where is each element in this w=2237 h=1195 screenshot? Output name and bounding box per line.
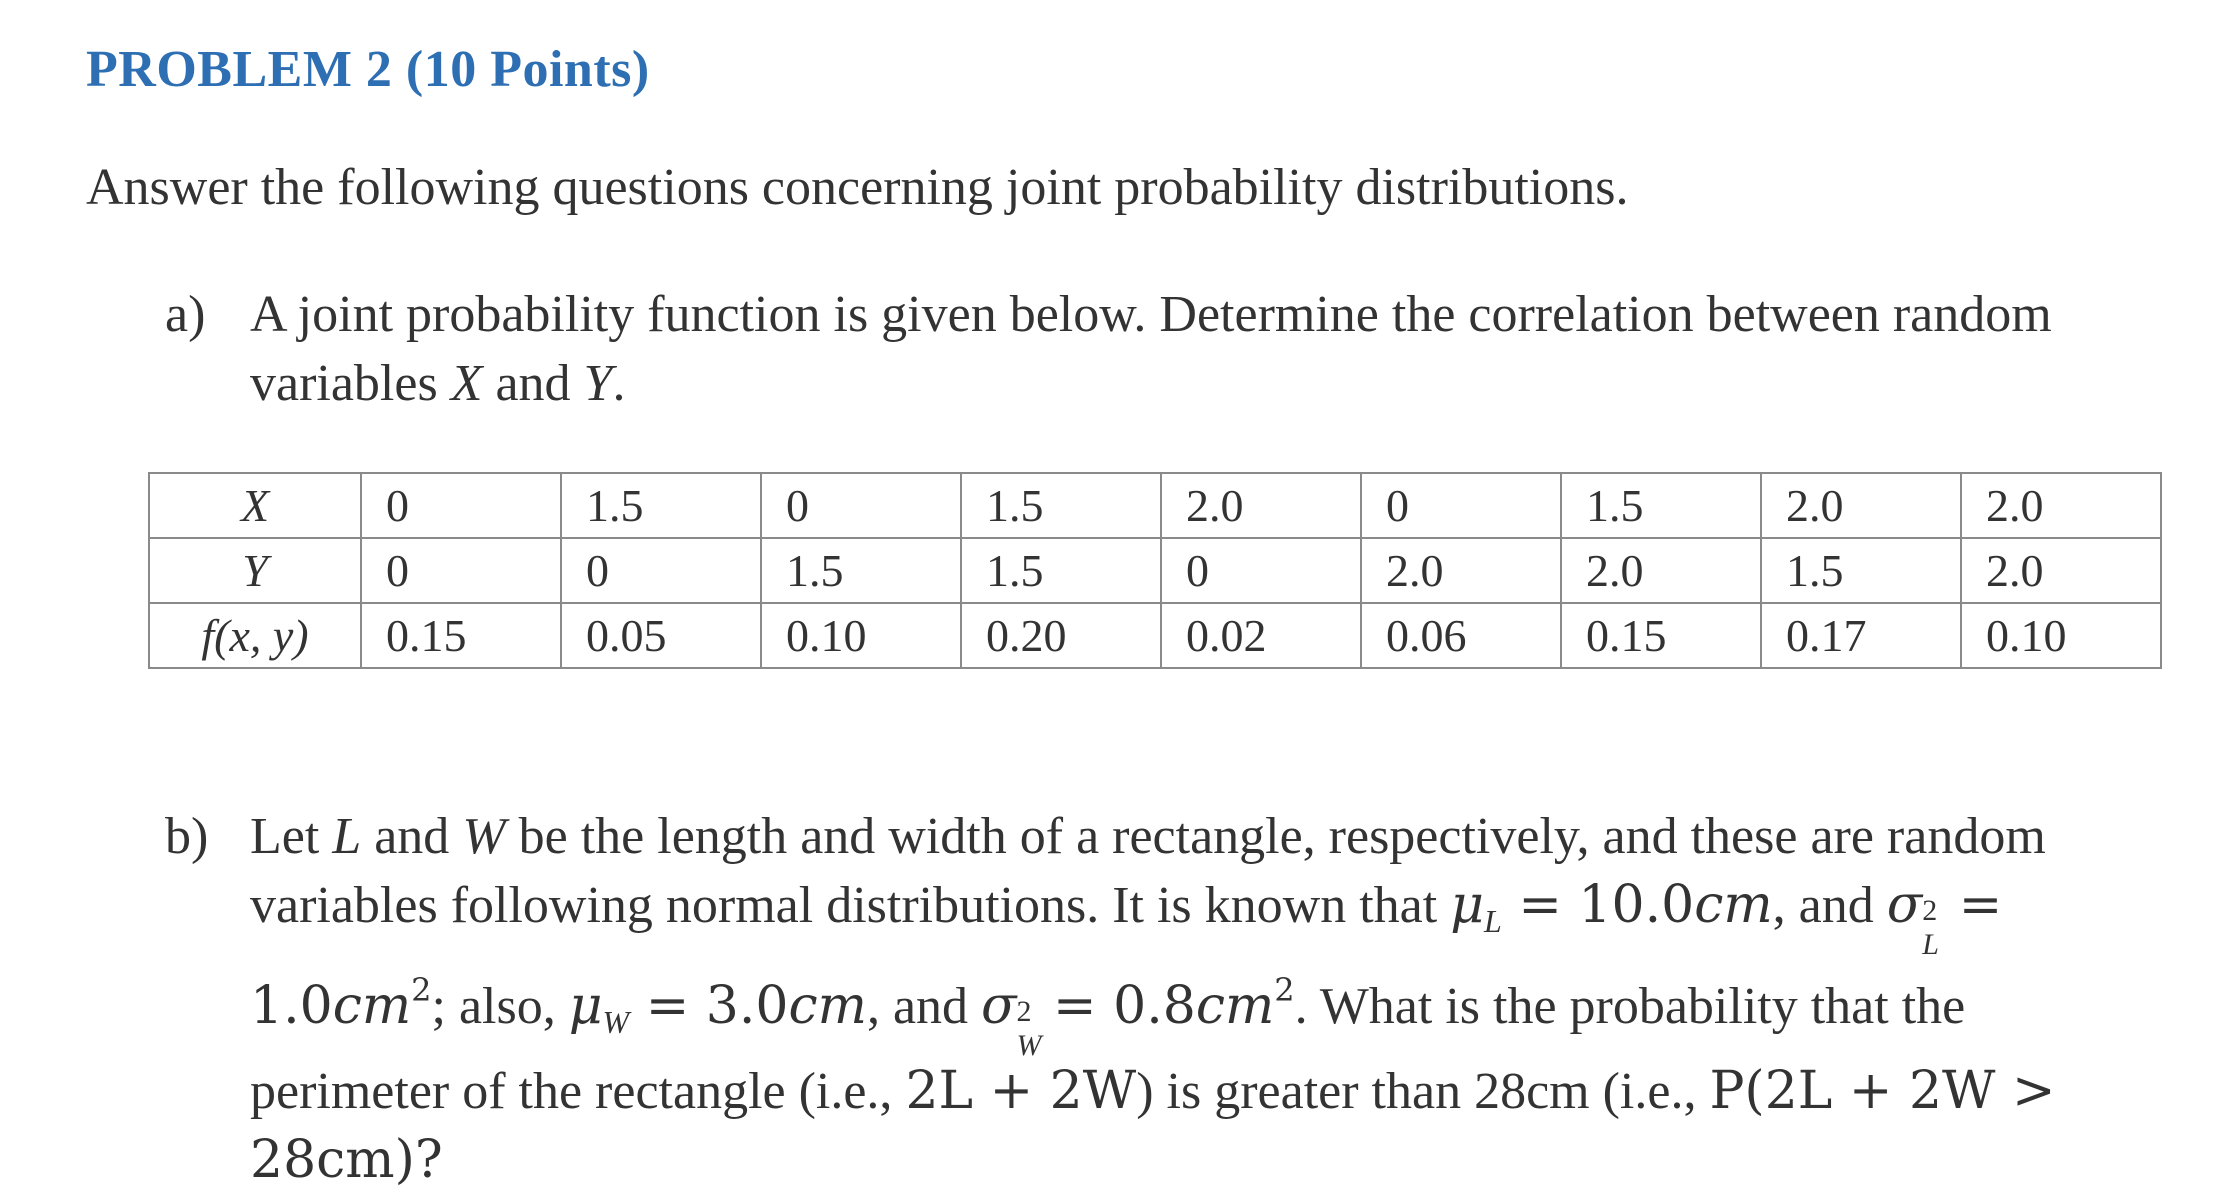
sigma-symbol: σ: [981, 976, 1017, 1036]
table-cell: 0: [361, 473, 561, 538]
part-a-line2-pre: variables: [250, 355, 451, 412]
table-cell: 1.5: [1561, 473, 1761, 538]
joint-probability-table: [148, 472, 2162, 669]
table-cell: 0.20: [961, 603, 1161, 668]
mu-symbol: μ: [1450, 875, 1484, 935]
part-a-line1: A joint probability function is given below. Determine the correlation between random: [250, 286, 2052, 343]
sup-sub: [1016, 995, 1042, 1062]
text: be the length and width of a rectangle, respectively, and these are random: [505, 808, 2046, 865]
sigma-symbol: σ: [1886, 875, 1923, 935]
unit-cm: cm: [1195, 976, 1275, 1036]
row-label-f: f(x, y): [149, 603, 361, 668]
unit-cm: cm: [332, 976, 412, 1036]
table-cell: 2.0: [1961, 538, 2161, 603]
sup-sub: [1922, 894, 1942, 961]
table-row-y: [149, 538, 2161, 603]
table-cell: 0.02: [1161, 603, 1361, 668]
table-cell: 0: [1161, 538, 1361, 603]
part-b: [165, 802, 2155, 1195]
math: = 0.8: [1036, 976, 1196, 1036]
table-cell: 1.5: [761, 538, 961, 603]
table-cell: 2.0: [1161, 473, 1361, 538]
superscript-2: 2: [411, 971, 432, 1009]
text: variables following normal distributions. It is known that: [250, 877, 1451, 934]
table-cell: 1.5: [561, 473, 761, 538]
problem-intro: Answer the following questions concerning joint probability distributions.: [86, 159, 1629, 216]
table-cell: 1.5: [961, 538, 1161, 603]
superscript-2: 2: [1016, 995, 1032, 1028]
part-b-label: b): [165, 808, 209, 865]
text: , and: [1772, 877, 1887, 934]
subscript-l: L: [1922, 928, 1939, 961]
text: Let: [250, 808, 333, 865]
superscript-2: 2: [1274, 971, 1295, 1009]
text: , and: [866, 978, 982, 1035]
table-cell: 2.0: [1761, 473, 1961, 538]
table-cell: 0.10: [1961, 603, 2161, 668]
math: =: [1942, 875, 2003, 935]
math: 28cm)?: [250, 1130, 443, 1190]
table-cell: 0: [561, 538, 761, 603]
table-cell: 0.15: [1561, 603, 1761, 668]
table-cell: 2.0: [1361, 538, 1561, 603]
subscript-l: L: [1484, 903, 1502, 939]
part-a-label: a): [165, 286, 206, 343]
table-cell: 2.0: [1561, 538, 1761, 603]
part-b-text: [250, 802, 2155, 1195]
var-x: X: [450, 355, 483, 412]
table-row-f: [149, 603, 2161, 668]
unit-cm: cm: [788, 976, 867, 1036]
row-label-y: Y: [149, 538, 361, 603]
math: = 10.0: [1501, 875, 1695, 935]
superscript-2: 2: [1922, 894, 1938, 927]
subscript-w: W: [602, 1004, 630, 1040]
table-cell: 1.5: [961, 473, 1161, 538]
table-cell: 0: [1361, 473, 1561, 538]
table-cell: 0: [361, 538, 561, 603]
table-cell: 0.06: [1361, 603, 1561, 668]
problem-title: PROBLEM 2 (10 Points): [86, 41, 650, 98]
text: ; also,: [431, 978, 569, 1035]
text: ) is greater than 28cm (i.e.,: [1136, 1063, 1710, 1120]
perimeter-expression: 2L + 2W: [905, 1061, 1137, 1121]
part-a-text: [250, 280, 2155, 418]
table-cell: 0.17: [1761, 603, 1961, 668]
unit-cm: cm: [1694, 875, 1773, 935]
var-y: Y: [583, 355, 613, 412]
table-cell: 2.0: [1961, 473, 2161, 538]
text: perimeter of the rectangle (i.e.,: [250, 1063, 906, 1120]
math: = 3.0: [629, 976, 789, 1036]
var-w: W: [462, 808, 506, 865]
table-cell: 0: [761, 473, 961, 538]
part-a-line2-end: .: [612, 355, 626, 412]
row-label-x: X: [149, 473, 361, 538]
table-cell: 0.10: [761, 603, 961, 668]
probability-expression: P(2L + 2W >: [1709, 1061, 2056, 1121]
text: . What is the probability that the: [1294, 978, 1966, 1035]
table-cell: 0.05: [561, 603, 761, 668]
table-row-x: [149, 473, 2161, 538]
var-l: L: [332, 808, 362, 865]
mu-symbol: μ: [568, 976, 603, 1036]
part-a-line2-mid: and: [482, 355, 584, 412]
table-cell: 0.15: [361, 603, 561, 668]
text: and: [361, 808, 463, 865]
part-a: [165, 280, 2155, 418]
math: 1.0: [250, 976, 333, 1036]
subscript-w: W: [1016, 1029, 1042, 1062]
table-cell: 1.5: [1761, 538, 1961, 603]
